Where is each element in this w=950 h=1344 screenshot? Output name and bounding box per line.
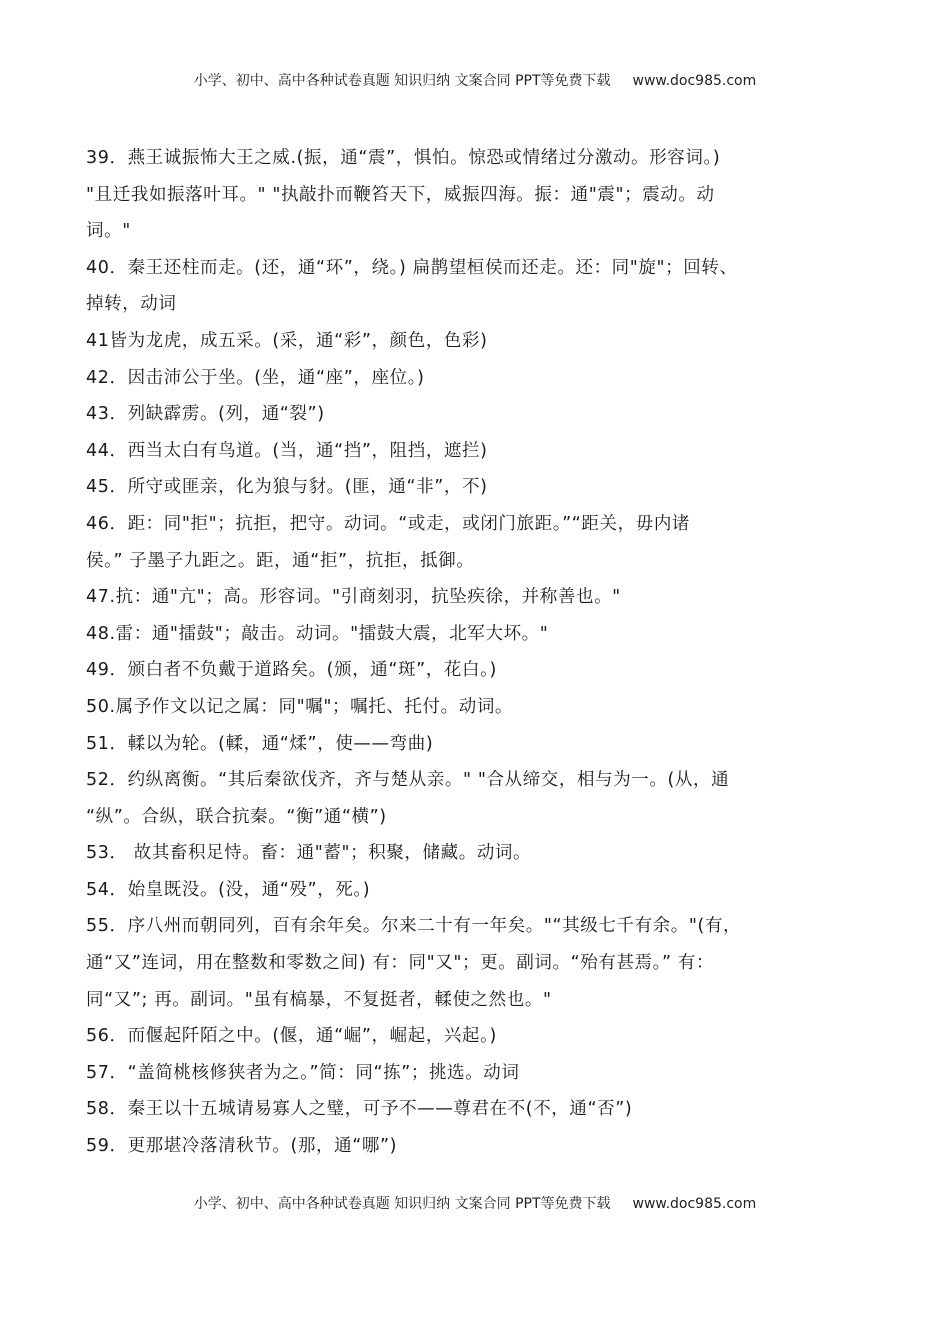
text-line: 54．始皇既没。(没，通“殁”，死。) xyxy=(86,879,371,900)
text-line: 掉转，动词 xyxy=(86,294,177,315)
text-line: 词。" xyxy=(86,221,131,242)
text-line: “纵”。合纵，联合抗秦。“衡”通“横”) xyxy=(86,806,387,827)
text-line: 51．輮以为轮。(輮，通“煣”，使——弯曲) xyxy=(86,733,434,754)
text-line: 45．所守或匪亲，化为狼与豺。(匪，通“非”，不) xyxy=(86,477,488,498)
text-line: "且迁我如振落叶耳。" "执敲扑而鞭笞天下，威振四海。振：通"震"；震动。动 xyxy=(86,184,715,205)
text-line: 39．燕王诚振怖大王之威.(振，通“震”，惧怕。惊恐或情绪过分激动。形容词。) xyxy=(86,148,721,168)
text-line: 44．西当太白有鸟道。(当，通“挡”，阻挡，遮拦) xyxy=(86,440,488,461)
text-line: 46．距：同"拒"；抗拒，把守。动词。“或走，或闭门旅距。”“距关，毋内诸 xyxy=(86,513,691,534)
text-line: 56．而偃起阡陌之中。(偃，通“崛”，崛起，兴起。) xyxy=(86,1026,497,1047)
text-line: 52．约纵离衡。“其后秦欲伐齐，齐与楚从亲。" "合从缔交，相与为一。(从，通 xyxy=(86,770,730,791)
text-line: 侯。” 子墨子九距之。距，通“拒”，抗拒，抵御。 xyxy=(86,550,475,571)
text-line: 59．更那堪冷落清秋节。(那，通“哪”) xyxy=(86,1136,398,1157)
page-header xyxy=(0,70,950,90)
text-line: 58．秦王以十五城请易寡人之璧，可予不——尊君在不(不，通“否”) xyxy=(86,1099,633,1120)
text-line: 53． 故其畜积足恃。畜：通"蓄"；积聚，储藏。动词。 xyxy=(86,843,532,864)
text-line: 40．秦王还柱而走。(还，通“环”，绕。) 扁鹊望桓侯而还走。还：同"旋"；回转、 xyxy=(86,257,738,278)
text-line: 47.抗：通"亢"；高。形容词。"引商刻羽，抗坠疾徐，并称善也。" xyxy=(86,587,621,608)
document-body xyxy=(86,140,876,1165)
text-line: 42．因击沛公于坐。(坐，通“座”，座位。) xyxy=(86,367,425,388)
footer-text: 小学、初中、高中各种试卷真题 知识归纳 文案合同 PPT等免费下载 xyxy=(193,1196,611,1212)
header-text: 小学、初中、高中各种试卷真题 知识归纳 文案合同 PPT等免费下载 xyxy=(193,73,611,89)
text-line: 55．序八州而朝同列，百有余年矣。尔来二十有一年矣。"“其级七千有余。"(有， xyxy=(86,916,742,937)
text-line: 通“又”连词，用在整数和零数之间) 有：同"又"；更。副词。“殆有甚焉。” 有： xyxy=(86,953,715,974)
page-footer xyxy=(0,1193,950,1213)
text-line: 49．颁白者不负戴于道路矣。(颁，通“斑”，花白。) xyxy=(86,660,497,681)
footer-site-link[interactable]: www.doc985.com xyxy=(632,1196,757,1212)
text-line: 57．“盖简桃核修狭者为之。”简：同“拣”；挑选。动词 xyxy=(86,1062,520,1083)
text-line: 43．列缺霹雳。(列，通“裂”) xyxy=(86,404,325,425)
text-line: 41皆为龙虎，成五采。(采，通“彩”，颜色，色彩) xyxy=(86,330,488,351)
text-line: 50.属予作文以记之属：同"嘱"；嘱托、托付。动词。 xyxy=(86,696,514,717)
text-line: 48.雷：通"擂鼓"；敲击。动词。"擂鼓大震，北军大坏。" xyxy=(86,623,549,644)
text-line: 同“又”; 再。副词。"虽有槁暴，不复挺者，輮使之然也。" xyxy=(86,989,552,1010)
header-site-link[interactable]: www.doc985.com xyxy=(632,73,757,89)
